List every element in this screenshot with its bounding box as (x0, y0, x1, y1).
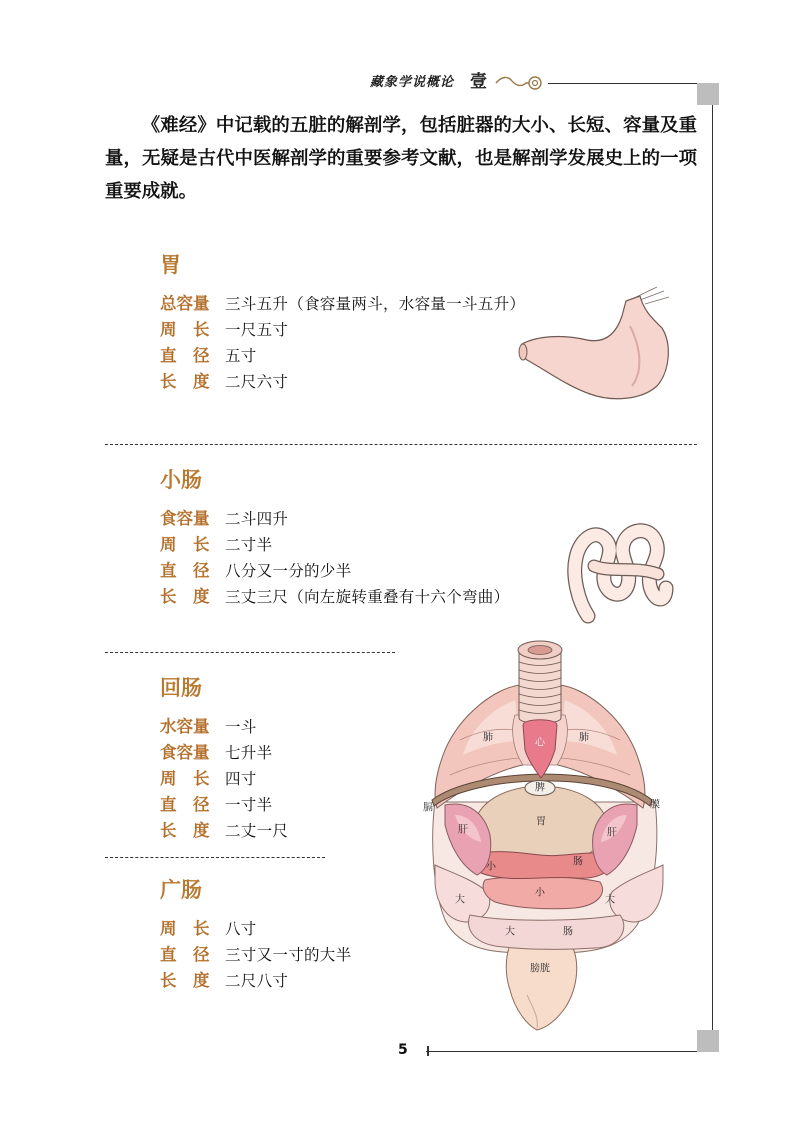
spec-label: 周 长 (160, 919, 210, 938)
bladder-shape (506, 938, 576, 1030)
large-intestine-bottom-shape (469, 915, 624, 949)
page-number: 5 (398, 1042, 408, 1058)
spec-row (160, 792, 400, 818)
spec-value: 八寸 (225, 920, 257, 938)
spec-label: 水容量 (160, 717, 210, 736)
section-rectum (160, 877, 400, 994)
intro-paragraph: 《难经》中记载的五脏的解剖学，包括脏器的大小、长短、容量及重量，无疑是古代中医解剖学的重要参考文献，也是解剖学发展史上的一项重要成就。 (105, 115, 697, 202)
spec-value: 二寸半 (225, 536, 273, 554)
spec-value: 七升半 (225, 744, 273, 762)
spec-label: 长 度 (160, 372, 210, 391)
label-large-intestine: 大 (605, 894, 615, 906)
spec-label: 食容量 (160, 743, 210, 762)
footer-rule (426, 1051, 697, 1052)
spec-row (160, 506, 550, 532)
small-intestine-illustration (566, 516, 676, 624)
corner-marker-top (697, 83, 719, 105)
label-liver-left: 肝 (458, 824, 468, 836)
spec-label: 长 度 (160, 821, 210, 840)
spec-label: 周 长 (160, 535, 210, 554)
spec-row (160, 343, 500, 369)
chapter-number: 壹 (470, 72, 487, 92)
section-title: 广肠 (160, 878, 202, 902)
spec-value: 五寸 (225, 347, 257, 365)
spec-row (160, 291, 526, 317)
spec-value: 三斗五升（食容量两斗，水容量一斗五升） (225, 295, 526, 313)
spec-value: 二丈一尺 (225, 822, 289, 840)
spec-label: 直 径 (160, 945, 210, 964)
stomach-illustration (512, 286, 677, 406)
organ-diagram (415, 630, 690, 1035)
spec-row (160, 740, 400, 766)
section-stomach (160, 252, 526, 395)
spec-row (160, 369, 500, 395)
section-small-intestine (160, 467, 550, 610)
spec-row (160, 916, 400, 942)
spec-value: 二尺八寸 (225, 972, 289, 990)
heart-shape (523, 720, 557, 778)
spec-value: 一斗 (225, 718, 257, 736)
spec-value: 二尺六寸 (225, 373, 289, 391)
label-stomach: 胃 (536, 816, 546, 828)
section-title: 回肠 (160, 676, 202, 700)
label-small-intestine: 肠 (573, 856, 583, 868)
section-ileum (160, 675, 400, 844)
section-divider (105, 652, 395, 653)
spec-row (160, 584, 550, 610)
spec-row (160, 766, 400, 792)
spec-row (160, 532, 550, 558)
spec-label: 食容量 (160, 509, 210, 528)
label-lung-right: 肺 (579, 732, 589, 744)
label-small-intestine: 小 (486, 861, 496, 873)
label-lung-left: 肺 (483, 732, 493, 744)
header-rule (548, 83, 712, 84)
label-spleen: 脾 (535, 782, 545, 794)
spec-label: 周 长 (160, 769, 210, 788)
spec-label: 周 长 (160, 320, 210, 339)
section-divider (105, 857, 325, 858)
spec-label: 长 度 (160, 971, 210, 990)
label-diaphragm-left: 膈 (423, 802, 433, 814)
spec-value: 一尺五寸 (225, 321, 289, 339)
label-liver-right: 肝 (607, 827, 617, 839)
book-title: 藏象学说概论 (370, 75, 455, 90)
spec-row (160, 714, 400, 740)
spec-row (160, 968, 400, 994)
spec-value: 四寸 (225, 770, 257, 788)
label-large-intestine: 大 (505, 926, 515, 938)
spec-label: 直 径 (160, 795, 210, 814)
spec-value: 一寸半 (225, 796, 273, 814)
spec-label: 总容量 (160, 294, 210, 313)
label-diaphragm-right: 膜 (650, 799, 660, 811)
label-large-intestine: 大 (455, 894, 465, 906)
label-bladder: 膀胱 (530, 963, 550, 975)
label-heart: 心 (535, 737, 545, 749)
spec-row (160, 317, 500, 343)
section-divider (105, 444, 697, 445)
spec-value: 三寸又一寸的大半 (225, 946, 352, 964)
label-large-intestine: 肠 (563, 926, 573, 938)
spec-label: 长 度 (160, 587, 210, 606)
spec-value: 二斗四升 (225, 510, 289, 528)
spec-row (160, 942, 400, 968)
spec-row (160, 558, 550, 584)
label-small-intestine: 小 (535, 887, 545, 899)
page-border-right (712, 83, 713, 1052)
spec-row (160, 818, 400, 844)
spec-label: 直 径 (160, 346, 210, 365)
spec-value: 八分又一分的少半 (225, 562, 352, 580)
swirl-ornament-icon (494, 72, 548, 94)
spec-value: 三丈三尺（向左旋转重叠有十六个弯曲） (225, 588, 510, 606)
section-title: 小肠 (160, 468, 202, 492)
section-title: 胃 (160, 253, 181, 277)
spec-label: 直 径 (160, 561, 210, 580)
corner-marker-bottom (697, 1030, 719, 1052)
